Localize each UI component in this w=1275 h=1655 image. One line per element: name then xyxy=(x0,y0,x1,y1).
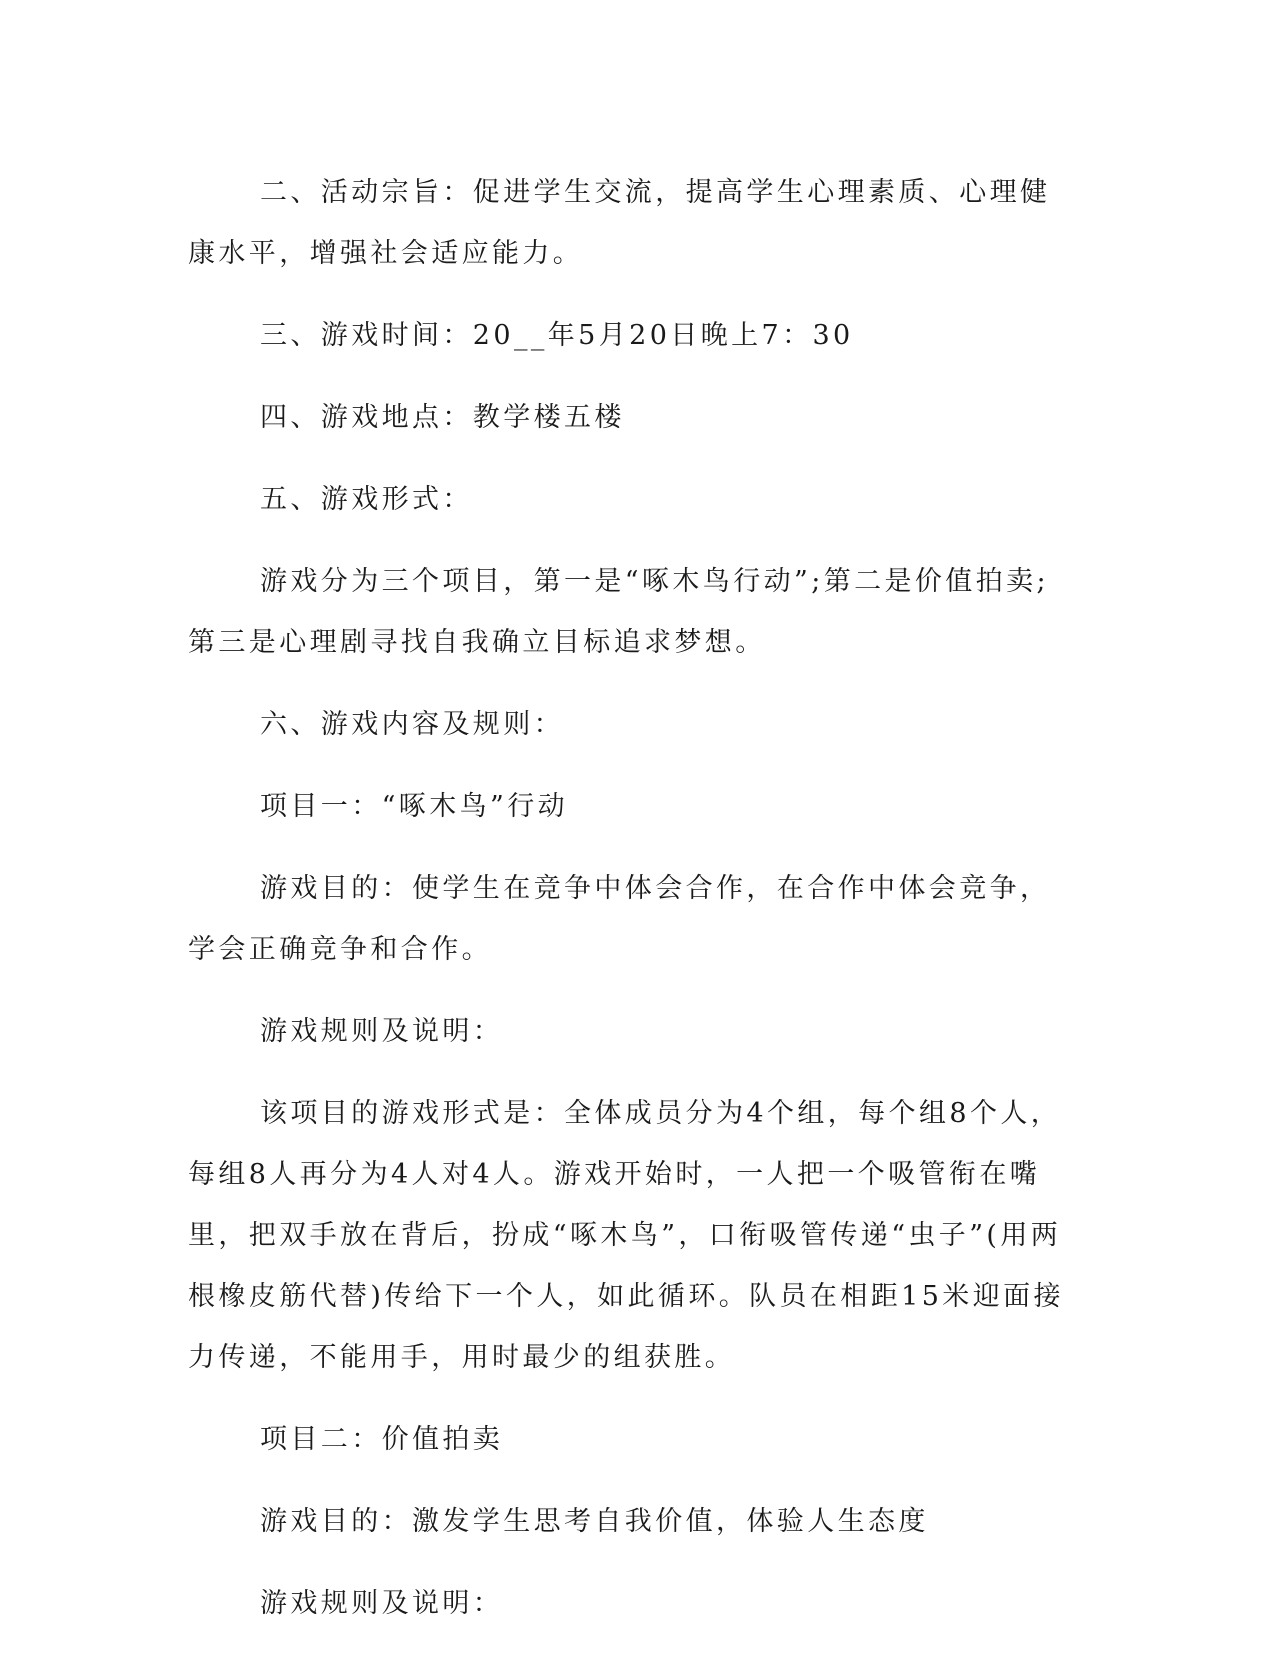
paragraph-game-location: 四、游戏地点：教学楼五楼 xyxy=(260,402,625,433)
document-body xyxy=(188,162,1073,1655)
paragraph-game-format-heading: 五、游戏形式： xyxy=(260,484,473,515)
paragraph-project-one-rules-heading: 游戏规则及说明： xyxy=(260,1016,504,1047)
paragraph-project-one-title: 项目一：“啄木鸟”行动 xyxy=(260,791,569,822)
paragraph-project-two-rules-heading: 游戏规则及说明： xyxy=(260,1588,504,1619)
paragraph-activity-purpose: 二、活动宗旨：促进学生交流，提高学生心理素质、心理健康水平，增强社会适应能力。 xyxy=(188,177,1051,269)
paragraph-content-rules-heading: 六、游戏内容及规则： xyxy=(260,709,564,740)
paragraph-game-format: 游戏分为三个项目，第一是“啄木鸟行动”;第二是价值拍卖;第三是心理剧寻找自我确立目标追求梦想。 xyxy=(188,566,1049,658)
paragraph-game-time: 三、游戏时间：20__年5月20日晚上7：30 xyxy=(260,320,854,351)
paragraph-project-two-goal: 游戏目的：激发学生思考自我价值，体验人生态度 xyxy=(260,1506,929,1537)
paragraph-project-two-title: 项目二：价值拍卖 xyxy=(260,1424,504,1455)
paragraph-project-one-rules: 该项目的游戏形式是：全体成员分为4个组，每个组8个人，每组8人再分为4人对4人。游戏开始时，一人把一个吸管衔在嘴里，把双手放在背后，扮成“啄木鸟”，口衔吸管传递“虫子”(用两根橡皮筋代替)传给下一个人，如此循环。队员在相距15米迎面接力传递，不能用手，用时最少的组获胜。 xyxy=(188,1098,1064,1373)
paragraph-project-one-goal: 游戏目的：使学生在竞争中体会合作，在合作中体会竞争，学会正确竞争和合作。 xyxy=(188,873,1051,965)
